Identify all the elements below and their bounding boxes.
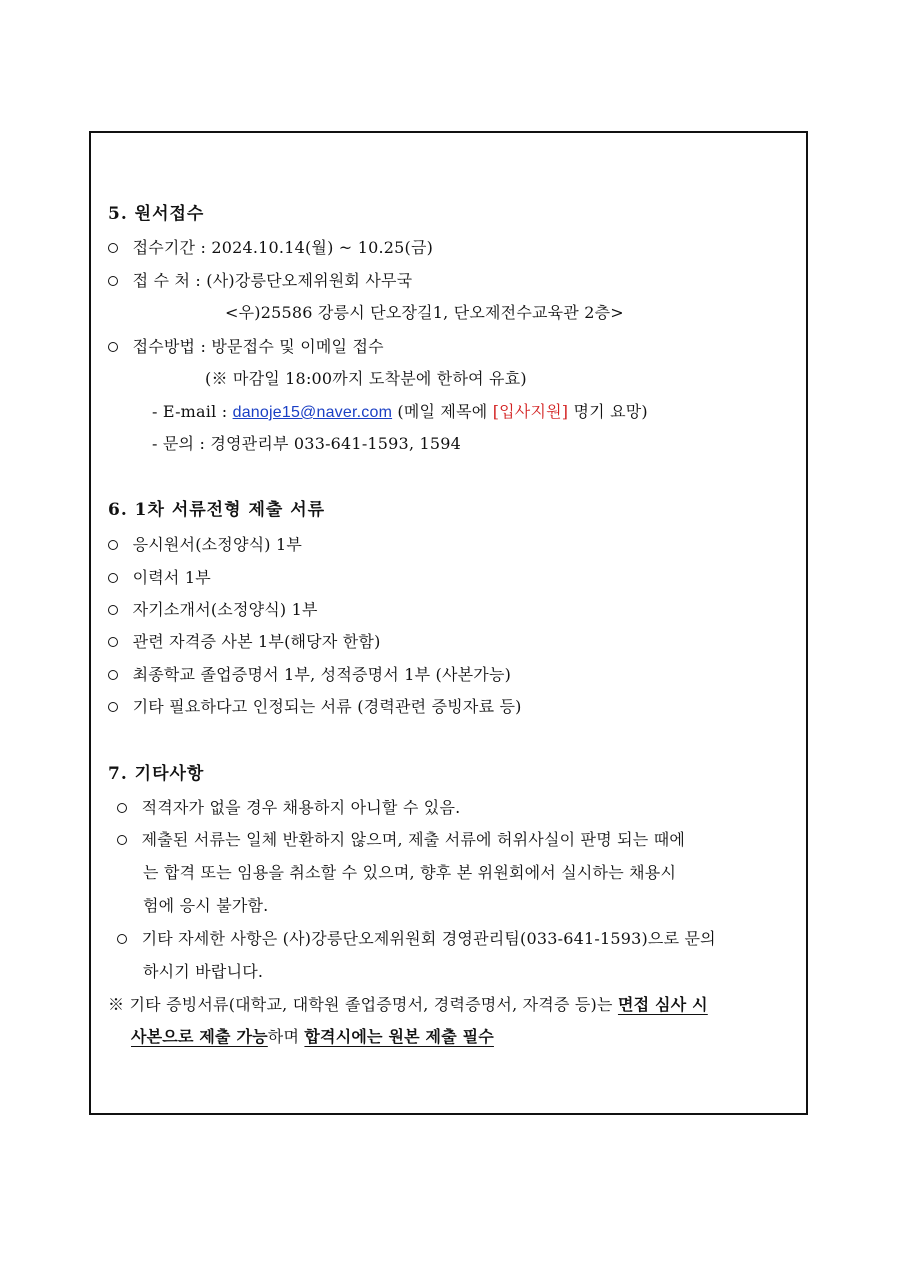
misc-item-continued: 험에 응시 불가함. [143, 896, 269, 915]
misc-item: 기타 자세한 사항은 (사)강릉단오제위원회 경영관리팀(033-641-1593)으로 문의 [117, 929, 716, 949]
circle-bullet-icon [108, 271, 122, 285]
circle-bullet-icon [108, 337, 122, 351]
circle-bullet-icon [117, 830, 131, 844]
doc-item: 최종학교 졸업증명서 1부, 성적증명서 1부 (사본가능) [108, 665, 511, 685]
circle-bullet-icon [108, 568, 122, 582]
doc-item: 관련 자격증 사본 1부(해당자 한함) [108, 632, 381, 652]
misc-item: 제출된 서류는 일체 반환하지 않으며, 제출 서류에 허위사실이 판명 되는 때에 [117, 830, 685, 850]
apply-tag: [입사지원] [492, 402, 569, 421]
section-7-heading: 7. 기타사항 [108, 764, 205, 784]
circle-bullet-icon [108, 600, 122, 614]
note-line-1: ※ 기타 증빙서류(대학교, 대학원 졸업증명서, 경력증명서, 자격증 등)는 면접 심사 시 [108, 995, 708, 1014]
misc-item: 적격자가 없을 경우 채용하지 아니할 수 있음. [117, 798, 460, 818]
contact-line: - 문의 : 경영관리부 033-641-1593, 1594 [152, 434, 462, 453]
doc-item: 응시원서(소정양식) 1부 [108, 535, 302, 555]
doc-item: 기타 필요하다고 인정되는 서류 (경력관련 증빙자료 등) [108, 697, 522, 717]
circle-bullet-icon [108, 697, 122, 711]
circle-bullet-icon [108, 535, 122, 549]
section-5-heading: 5. 원서접수 [108, 204, 205, 224]
receipt-method: 접수방법 : 방문접수 및 이메일 접수 [108, 337, 384, 357]
circle-bullet-icon [108, 632, 122, 646]
misc-item-continued: 하시기 바랍니다. [143, 962, 264, 981]
misc-item-continued: 는 합격 또는 임용을 취소할 수 있으며, 향후 본 위원회에서 실시하는 채용시 [143, 863, 677, 882]
receipt-period: 접수기간 : 2024.10.14(월) ~ 10.25(금) [108, 238, 433, 258]
note-underline: 사본으로 제출 가능 [131, 1027, 268, 1046]
note-underline: 면접 심사 시 [617, 995, 708, 1014]
doc-item: 자기소개서(소정양식) 1부 [108, 600, 318, 620]
email-link[interactable]: danoje15@naver.com [232, 404, 393, 421]
note-line-2: 사본으로 제출 가능하며 합격시에는 원본 제출 필수 [131, 1027, 494, 1046]
circle-bullet-icon [108, 665, 122, 679]
receipt-place: 접 수 처 : (사)강릉단오제위원회 사무국 [108, 271, 412, 291]
note-underline: 합격시에는 원본 제출 필수 [304, 1027, 494, 1046]
section-6-heading: 6. 1차 서류전형 제출 서류 [108, 500, 326, 520]
circle-bullet-icon [108, 238, 122, 252]
deadline-note: (※ 마감일 18:00까지 도착분에 한하여 유효) [205, 369, 527, 388]
receipt-address: <우)25586 강릉시 단오장길1, 단오제전수교육관 2층> [225, 303, 624, 322]
circle-bullet-icon [117, 929, 131, 943]
email-line: - E-mail : danoje15@naver.com (메일 제목에 [입사지원] 명기 요망) [152, 402, 648, 421]
doc-item: 이력서 1부 [108, 568, 211, 588]
circle-bullet-icon [117, 798, 131, 812]
